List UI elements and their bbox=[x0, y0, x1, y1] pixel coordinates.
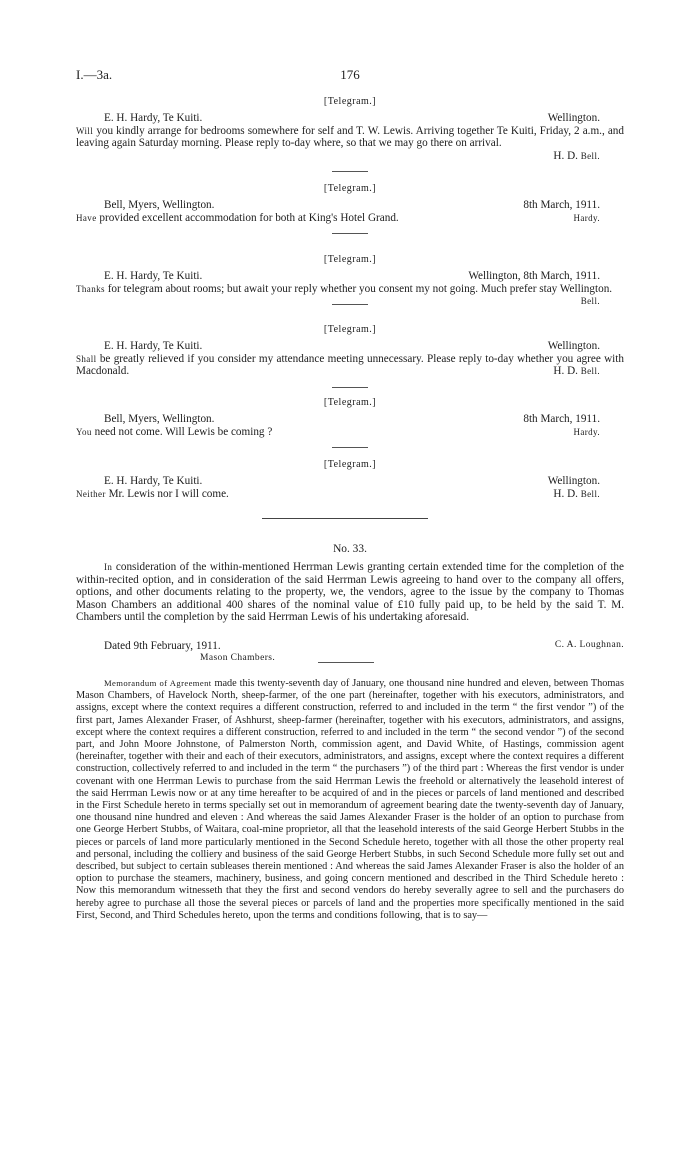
signature-name: Bell. bbox=[580, 150, 600, 161]
paragraph-lead-word: In bbox=[104, 562, 113, 572]
telegram-origin: Wellington. bbox=[547, 111, 600, 124]
message-lead-word: Shall bbox=[76, 353, 97, 364]
message-text: for telegram about rooms; but await your reply whether you consent my not going. Much prefer stay Wellington. bbox=[104, 282, 613, 295]
telegram-origin: Wellington, 8th March, 1911. bbox=[468, 269, 600, 282]
telegram-recipient: E. H. Hardy, Te Kuiti. bbox=[104, 111, 203, 124]
telegram-2 bbox=[76, 183, 624, 234]
memorandum-lead: Memorandum of Agreement bbox=[104, 678, 212, 688]
telegram-recipient: E. H. Hardy, Te Kuiti. bbox=[104, 269, 203, 282]
signature-name: Bell. bbox=[580, 366, 600, 377]
telegram-signature bbox=[76, 150, 624, 163]
telegram-1 bbox=[76, 96, 624, 172]
message-lead-word: Have bbox=[76, 212, 97, 223]
telegram-title: [Telegram.] bbox=[323, 183, 377, 194]
telegram-6 bbox=[76, 459, 624, 500]
telegram-5 bbox=[76, 397, 624, 448]
telegram-signature bbox=[553, 365, 624, 378]
telegram-date: 8th March, 1911. bbox=[523, 198, 600, 211]
separator-rule bbox=[332, 304, 368, 305]
message-text: be greatly relieved if you consider my attendance meeting unnecessary. Please reply to-day whether you agree with Macdonald. bbox=[76, 352, 624, 378]
telegram-message bbox=[76, 353, 624, 378]
telegram-recipient: E. H. Hardy, Te Kuiti. bbox=[104, 339, 203, 352]
memorandum-text: made this twenty-seventh day of January, one thousand nine hundred and eleven, between Thomas Mason Chambers, of Havelock North, sheep-farmer, of the one part (hereinafter, together with his executors, administrators, and assigns, except where the context requires a different construction, referred to and included in the term “ the first vendor ”) of the first part, James Alexander Fraser, of Ashhurst, sheep-farmer (hereinafter, together with his executors, administrators, and assigns, except where the context requires a different construction, referred to and included in the term “ the second vendor ”) of the second part, and John Moore Johnstone, of Palmerston North, commission agent, and David White, of Hastings, commission agent (hereinafter, together with their and each of their executors, administrators, and assigns, except where the context requires a different construction, collectively referred to and included in the term “ the purchasers ”) of the third part : Whereas the first vendor is under covenant with one Herrman Lewis to purchase from the said Herrman Lewis the freehold or alternatively the leasehold interest of the said Herrman Lewis now or at any time hereafter to be acquired of and in the pieces or parcels of land mentioned and described in the First Schedule hereto in terms specially set out in memorandum of agreement bearing date the twenty-seventh day of January, one thousand nine hundred and eleven : And whereas the said James Alexander Fraser is the holder of an option to purchase from one George Herbert Stubbs, of Waitara, coal-mine proprietor, all that the leasehold interests of the said George Herbert Stubbs in the pieces or parcels of land more particularly mentioned in the Second Schedule hereto, together with all those the other property real and personal, including the colliery and business of the said George Herbert Stubbs, in such Second Schedule more fully set out and described, but subject to certain subleases therein mentioned : And whereas the said James Alexander Fraser is also the holder of an option to purchase the steamers, machinery, business, and going concern mentioned and described in the Third Schedule hereto : Now this memorandum witnesseth that they the first and second vendors do hereby severally agree to sell and the purchasers do hereby agree to purchase all those the several pieces or parcels of land and the properties more specifically mentioned in the said First, Second, and Third Schedules hereto, upon the terms and conditions following, that is to say— bbox=[76, 678, 624, 921]
separator-rule bbox=[318, 662, 374, 663]
signatory-chambers: Mason Chambers. bbox=[200, 653, 276, 663]
message-text: need not come. Will Lewis be coming ? bbox=[91, 425, 273, 438]
telegram-message bbox=[76, 212, 624, 225]
signature-name: Hardy. bbox=[573, 426, 600, 437]
telegram-message bbox=[76, 426, 624, 439]
telegram-origin: Wellington. bbox=[547, 474, 600, 487]
signature-initials: H. D. bbox=[553, 365, 581, 378]
telegram-address-row bbox=[76, 112, 624, 125]
separator-rule bbox=[332, 447, 368, 448]
telegram-recipient: Bell, Myers, Wellington. bbox=[104, 198, 215, 211]
telegram-title: [Telegram.] bbox=[323, 459, 377, 470]
signature-name: Hardy. bbox=[573, 212, 600, 223]
message-text: you kindly arrange for bedrooms somewhere for self and T. W. Lewis. Arriving together Te Kuiti, Friday, 2 a.m., and leaving again Saturday morning. Please reply to-day where, so that we may go there on arrival. bbox=[76, 124, 624, 150]
separator-rule bbox=[332, 171, 368, 172]
signature-initials: H. D. bbox=[553, 487, 581, 500]
telegram-message bbox=[76, 282, 624, 307]
message-lead-word: Thanks bbox=[76, 283, 105, 294]
telegram-date: 8th March, 1911. bbox=[523, 412, 600, 425]
telegram-address-row bbox=[76, 199, 624, 212]
dated-line: Dated 9th February, 1911. bbox=[104, 640, 221, 652]
telegram-title: [Telegram.] bbox=[323, 96, 377, 107]
telegram-address-row bbox=[76, 475, 624, 488]
memorandum-paragraph bbox=[76, 677, 624, 922]
telegram-message bbox=[76, 125, 624, 150]
separator-rule bbox=[332, 233, 368, 234]
telegram-recipient: E. H. Hardy, Te Kuiti. bbox=[104, 474, 203, 487]
message-text: provided excellent accommodation for both at King's Hotel Grand. bbox=[96, 211, 399, 224]
section-divider bbox=[262, 518, 428, 519]
telegram-3 bbox=[76, 254, 624, 308]
separator-rule bbox=[332, 387, 368, 388]
signature-name: Bell. bbox=[580, 488, 600, 499]
telegram-address-row bbox=[76, 270, 624, 283]
signatory-loughnan: C. A. Loughnan. bbox=[554, 640, 624, 650]
telegram-address-row bbox=[76, 413, 624, 426]
message-lead-word: Neither bbox=[76, 488, 106, 499]
telegram-address-row bbox=[76, 340, 624, 353]
telegram-title: [Telegram.] bbox=[323, 397, 377, 408]
telegram-signature bbox=[581, 295, 624, 308]
telegram-message bbox=[76, 488, 624, 501]
message-lead-word: Will bbox=[76, 125, 94, 136]
telegram-4 bbox=[76, 324, 624, 388]
telegram-title: [Telegram.] bbox=[323, 254, 377, 265]
telegram-origin: Wellington. bbox=[547, 339, 600, 352]
telegram-signature bbox=[573, 212, 624, 225]
signature-initials: H. D. bbox=[553, 149, 581, 162]
telegram-signature bbox=[553, 488, 624, 501]
message-lead-word: You bbox=[76, 426, 92, 437]
page-header bbox=[76, 67, 624, 83]
page-number: 176 bbox=[340, 67, 360, 82]
page-reference: I.—3a. bbox=[76, 67, 113, 82]
telegram-signature bbox=[573, 426, 624, 439]
telegram-recipient: Bell, Myers, Wellington. bbox=[104, 412, 215, 425]
message-text: Mr. Lewis nor I will come. bbox=[105, 487, 229, 500]
paragraph-text: consideration of the within-mentioned Herrman Lewis granting certain extended time for the completion of the within-recited option, and in consideration of the said Herrman Lewis agreeing to hand over to the company all offers, options, and other documents relating to the property, we, the vendors, agree to the issue by the company to Thomas Mason Chambers an additional 400 shares of the nominal value of £10 fully paid up, to be held by the said T. M. Chambers until the completion by the said Herrman Lewis of his undertaking aforesaid. bbox=[76, 561, 624, 624]
consideration-paragraph bbox=[76, 561, 624, 624]
telegram-title: [Telegram.] bbox=[323, 324, 377, 335]
section-heading: No. 33. bbox=[333, 543, 367, 555]
signature-name: Bell. bbox=[580, 296, 600, 307]
